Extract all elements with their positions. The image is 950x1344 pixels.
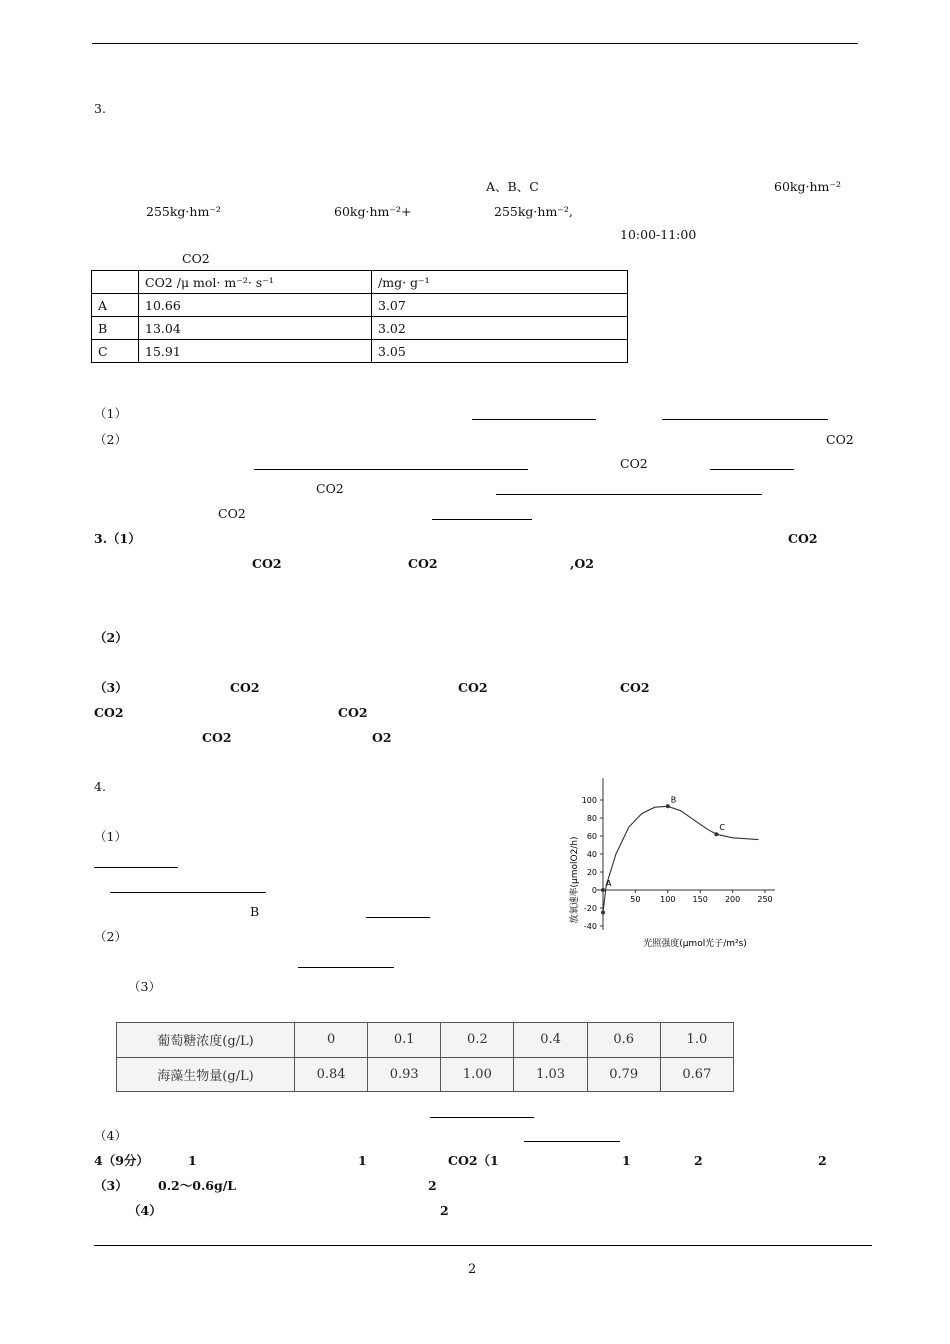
q4-answer-2: （3） 0.2～0.6g/L 2	[94, 1178, 437, 1193]
table-row: C 15.91 3.05	[92, 340, 628, 363]
point-label: B	[670, 795, 677, 805]
table-row: CO2 /μ mol· m⁻²· s⁻¹ /mg· g⁻¹	[92, 271, 628, 294]
x-tick-label: 100	[660, 895, 676, 904]
header-rule	[92, 43, 858, 44]
y-tick-label: -40	[583, 922, 597, 931]
table-row: A 10.66 3.07	[92, 294, 628, 317]
x-tick-label: 200	[724, 895, 741, 904]
blank[interactable]	[710, 456, 794, 470]
q3-answer-1: 3.（1） CO2	[94, 531, 818, 546]
q4-sub2: （2）	[94, 929, 127, 944]
curve-start-point	[601, 911, 605, 915]
data-point	[666, 804, 670, 808]
table-row: 海藻生物量(g/L) 0.84 0.93 1.00 1.03 0.79 0.67	[117, 1057, 734, 1092]
blank[interactable]	[524, 1128, 620, 1142]
blank[interactable]	[366, 904, 430, 918]
y-tick-label: -20	[583, 904, 597, 913]
y-tick-label: 60	[586, 832, 597, 841]
blank[interactable]	[432, 506, 532, 520]
y-tick-label: 80	[586, 814, 597, 823]
y-tick-label: 0	[591, 886, 597, 895]
table-row: B 13.04 3.02	[92, 317, 628, 340]
light-response-chart	[555, 770, 785, 960]
x-tick-label: 250	[757, 895, 773, 904]
x-axis-label: 光照强度(μmol光子/m²s)	[643, 939, 747, 949]
q3-number: 3.	[94, 101, 106, 116]
q3-answer-4: （3） CO2 CO2 CO2	[94, 680, 650, 695]
x-tick-label: 150	[692, 895, 708, 904]
y-tick-label: 100	[581, 796, 597, 805]
blank[interactable]	[110, 879, 266, 893]
footer-rule	[94, 1245, 872, 1246]
y-tick-label: 40	[586, 850, 597, 859]
q4-answer-1: 4（9分） 1 1 CO2（1 1 2 2	[94, 1153, 827, 1168]
q4-sub1-line2	[94, 854, 178, 872]
x-tick-label: 50	[630, 895, 641, 904]
q4-sub4: （4）	[94, 1128, 127, 1144]
glucose-table	[116, 1022, 734, 1092]
blank[interactable]	[430, 1104, 534, 1118]
point-label: A	[606, 879, 612, 888]
data-point	[601, 888, 605, 892]
q4-sub3: （3）	[128, 979, 161, 994]
blank[interactable]	[254, 456, 528, 470]
q3-answer-5: CO2 CO2	[94, 705, 368, 720]
y-axis-label: 放氧速率(μmolO2/h)	[570, 836, 580, 924]
q4-sub1: （1）	[94, 829, 127, 844]
y-tick-label: 20	[586, 868, 597, 877]
data-point	[714, 832, 718, 836]
blank[interactable]	[662, 406, 828, 420]
q3-sub2: （2） CO2	[94, 432, 854, 447]
point-label: C	[719, 823, 725, 833]
q3-answer-3: （2）	[94, 630, 128, 645]
q3-data-table	[91, 270, 628, 363]
blank[interactable]	[496, 481, 762, 495]
blank[interactable]	[298, 954, 394, 968]
blank[interactable]	[472, 406, 596, 420]
page-number: 2	[468, 1262, 477, 1277]
q4-title: 4.	[94, 779, 106, 794]
blank[interactable]	[94, 854, 178, 868]
q3-line-1	[94, 101, 106, 117]
q4-answer-3: （4） 2	[128, 1203, 449, 1218]
table-row: 葡萄糖浓度(g/L) 0 0.1 0.2 0.4 0.6 1.0	[117, 1023, 734, 1058]
q3-sub1: （1）	[94, 406, 127, 422]
